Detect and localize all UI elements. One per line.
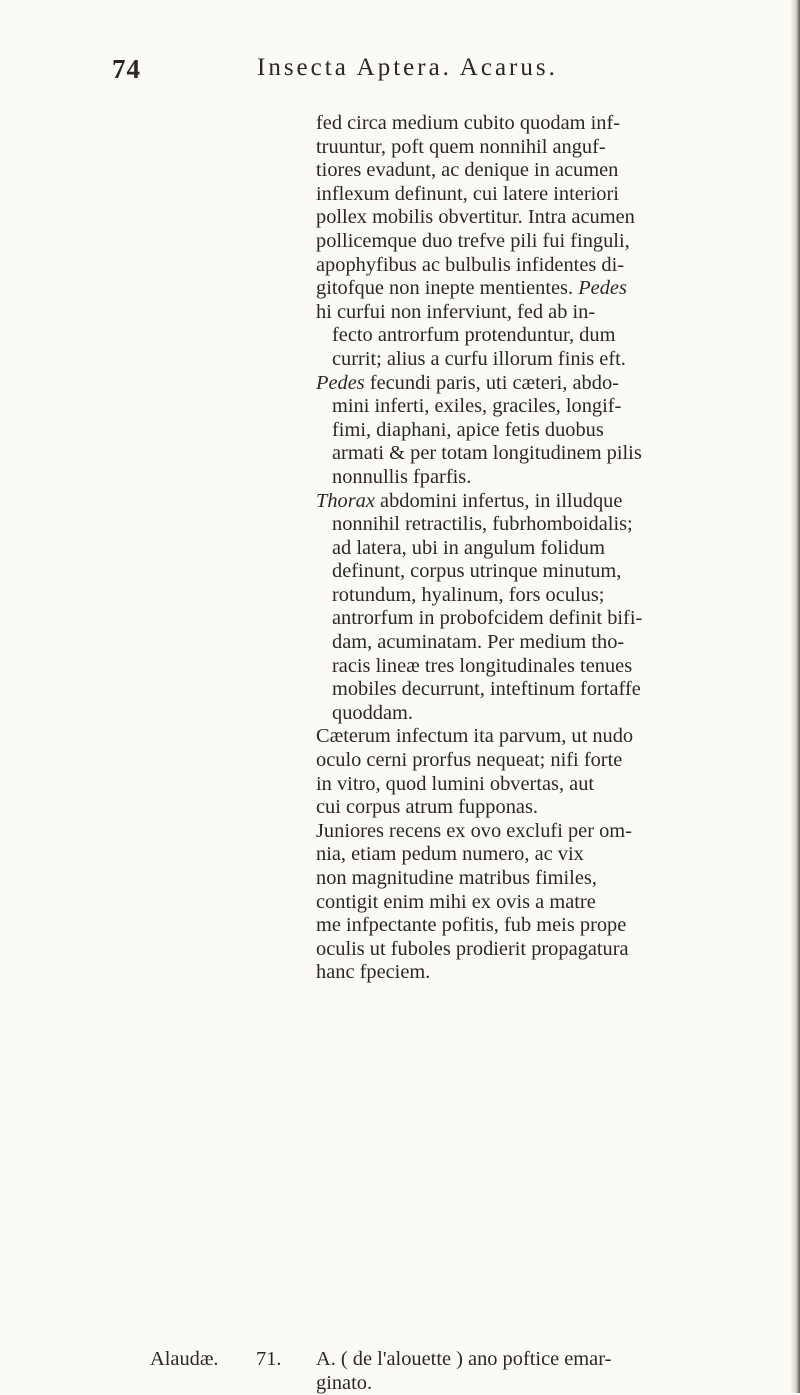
paragraph-start-caeterum: Cæterum infectum ita parvum, ut nudo: [316, 725, 634, 748]
text-line: in vitro, quod lumini obvertas, aut: [316, 772, 595, 795]
text-line: currit; alius a curfu illorum finis eft.: [332, 347, 626, 370]
text-line: racis lineæ tres longitudinales tenues: [332, 654, 633, 677]
entry-continuation: ginato.: [316, 1371, 373, 1394]
text-line: apophyfibus ac bulbulis infidentes di-: [316, 253, 625, 276]
text-line: nia, etiam pedum numero, ac vix: [316, 843, 584, 866]
italic-term: Thorax: [316, 489, 375, 512]
text-line: gitofque non inepte mentientes. Pedes: [316, 277, 627, 300]
text-line: dam, acuminatam. Per medium tho-: [332, 631, 625, 654]
running-title: Insecta Aptera. Acarus.: [257, 54, 558, 81]
main-text-block: [316, 112, 772, 985]
text-line: mini inferti, exiles, graciles, longif-: [332, 395, 622, 418]
text-line: oculo cerni prorfus nequeat; nifi forte: [316, 749, 623, 772]
text-line: cui corpus atrum fupponas.: [316, 796, 538, 819]
text-line: inflexum definunt, cui latere interiori: [316, 182, 619, 205]
text-line: ad latera, ubi in angulum folidum: [332, 536, 605, 559]
entry-genus: Alaudæ.: [150, 1348, 219, 1370]
text-line: mobiles decurrunt, inteftinum fortaffe: [332, 678, 641, 701]
running-header: [112, 54, 760, 94]
text-line: rotundum, hyalinum, fors oculus;: [332, 583, 605, 606]
text-line: me infpectante pofitis, fub meis prope: [316, 914, 627, 937]
text-line: definunt, corpus utrinque minutum,: [332, 560, 622, 583]
text-line: fimi, diaphani, apice fetis duobus: [332, 418, 604, 441]
text-line: non magnitudine matribus fimiles,: [316, 867, 597, 889]
text-line: fed circa medium cubito quodam inf-: [316, 112, 621, 134]
text-line: truuntur, poft quem nonnihil anguf-: [316, 135, 606, 158]
text-line: quoddam.: [332, 701, 413, 724]
paragraph-start-juniores: Juniores recens ex ovo exclufi per om-: [316, 819, 632, 842]
text-line: nonnullis fparfis.: [332, 465, 472, 488]
text-line: nonnihil retractilis, fubrhomboidalis;: [332, 513, 633, 536]
text-line: hanc fpeciem.: [316, 961, 431, 984]
italic-term: Pedes: [578, 277, 627, 300]
italic-term: Pedes: [316, 371, 365, 394]
text-line: tiores evadunt, ac denique in acumen: [316, 159, 619, 182]
page-edge-shadow: [790, 0, 800, 1393]
paragraph-start-pedes: Pedes fecundi paris, uti cæteri, abdo-: [316, 371, 619, 394]
entry-number: 71.: [256, 1348, 282, 1370]
text-line: hi curfui non inferviunt, fed ab in-: [316, 300, 596, 323]
page-number: 74: [112, 54, 141, 84]
text-line: pollex mobilis obvertitur. Intra acumen: [316, 206, 635, 229]
text-line: oculis ut fuboles prodierit propagatura: [316, 937, 629, 960]
text-line: antrorfum in probofcidem definit bifi-: [332, 607, 643, 630]
text-line: fecto antrorfum protenduntur, dum: [332, 324, 616, 347]
text-line: contigit enim mihi ex ovis a matre: [316, 890, 596, 913]
text-line: pollicemque duo trefve pili fui finguli,: [316, 229, 630, 252]
text-line: armati & per totam longitudinem pilis: [332, 442, 642, 465]
entry-text: A. ( de l'alouette ) ano poftice emar-: [316, 1348, 612, 1370]
paragraph-start-thorax: Thorax abdomini infertus, in illudque: [316, 489, 623, 512]
